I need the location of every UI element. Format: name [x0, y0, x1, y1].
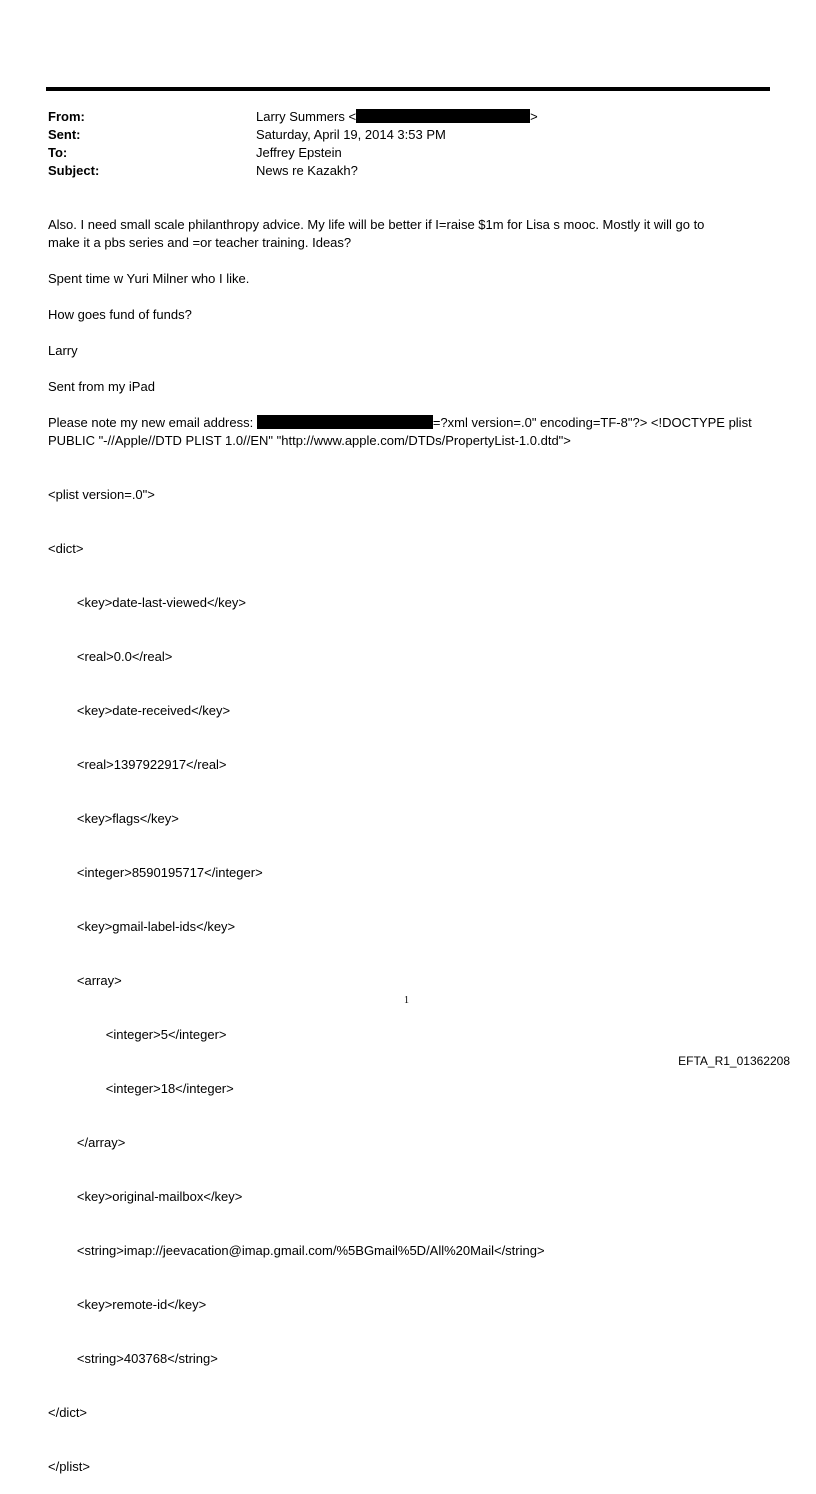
plist-line: <string>imap://jeevacation@imap.gmail.com/%5BGmail%5D/All%20Mail</string>: [48, 1243, 545, 1258]
from-name: Larry Summers <: [256, 109, 357, 124]
body-paragraph-3: How goes fund of funds?: [48, 307, 192, 322]
page-number: 1: [404, 995, 409, 1006]
plist-line: <dict>: [48, 541, 84, 556]
xml-declaration: =?xml version=.0" encoding=TF-8"?> <!DOCTYPE plist: [432, 415, 752, 430]
redacted-email: [356, 109, 530, 123]
body-paragraph-1-line-2: make it a pbs series and =or teacher training. Ideas?: [48, 235, 352, 250]
from-close: >: [530, 109, 538, 124]
plist-line: <key>gmail-label-ids</key>: [48, 919, 236, 934]
new-email-line: [48, 414, 768, 432]
plist-line: <key>flags</key>: [48, 811, 179, 826]
plist-line: <plist version=.0">: [48, 487, 155, 502]
sent-label: Sent:: [48, 127, 81, 142]
to-value: Jeffrey Epstein: [256, 145, 342, 160]
header-rule: [46, 87, 770, 91]
document-id: EFTA_R1_01362208: [678, 1054, 790, 1068]
redacted-new-email: [257, 415, 433, 429]
plist-line: <integer>8590195717</integer>: [48, 865, 263, 880]
plist-line: <integer>5</integer>: [48, 1027, 227, 1042]
plist-line: <array>: [48, 973, 122, 988]
doctype-line: PUBLIC "-//Apple//DTD PLIST 1.0//EN" "http://www.apple.com/DTDs/PropertyList-1.0.dtd">: [48, 433, 571, 448]
subject-value: News re Kazakh?: [256, 163, 358, 178]
plist-line: <key>date-last-viewed</key>: [48, 595, 246, 610]
plist-line: <key>original-mailbox</key>: [48, 1189, 243, 1204]
plist-line: </plist>: [48, 1459, 90, 1474]
plist-line: <key>date-received</key>: [48, 703, 231, 718]
plist-line: <key>remote-id</key>: [48, 1297, 207, 1312]
body-paragraph-1-line-1: Also. I need small scale philanthropy advice. My life will be better if I=raise $1m for Lisa s mooc. Mostly it will go to: [48, 217, 705, 232]
body-paragraph-2: Spent time w Yuri Milner who I like.: [48, 271, 250, 286]
new-email-prefix: Please note my new email address:: [48, 415, 254, 430]
plist-line: </dict>: [48, 1405, 88, 1420]
sent-value: Saturday, April 19, 2014 3:53 PM: [256, 127, 446, 142]
plist-line: <integer>18</integer>: [48, 1081, 234, 1096]
to-label: To:: [48, 145, 68, 160]
plist-block: [48, 450, 545, 1494]
from-value: [256, 108, 538, 126]
plist-line: <real>1397922917</real>: [48, 757, 227, 772]
plist-line: <real>0.0</real>: [48, 649, 173, 664]
plist-line: </array>: [48, 1135, 126, 1150]
plist-line: <string>403768</string>: [48, 1351, 218, 1366]
signature-name: Larry: [48, 343, 78, 358]
from-label: From:: [48, 109, 85, 124]
sent-from-line: Sent from my iPad: [48, 379, 155, 394]
subject-label: Subject:: [48, 163, 100, 178]
